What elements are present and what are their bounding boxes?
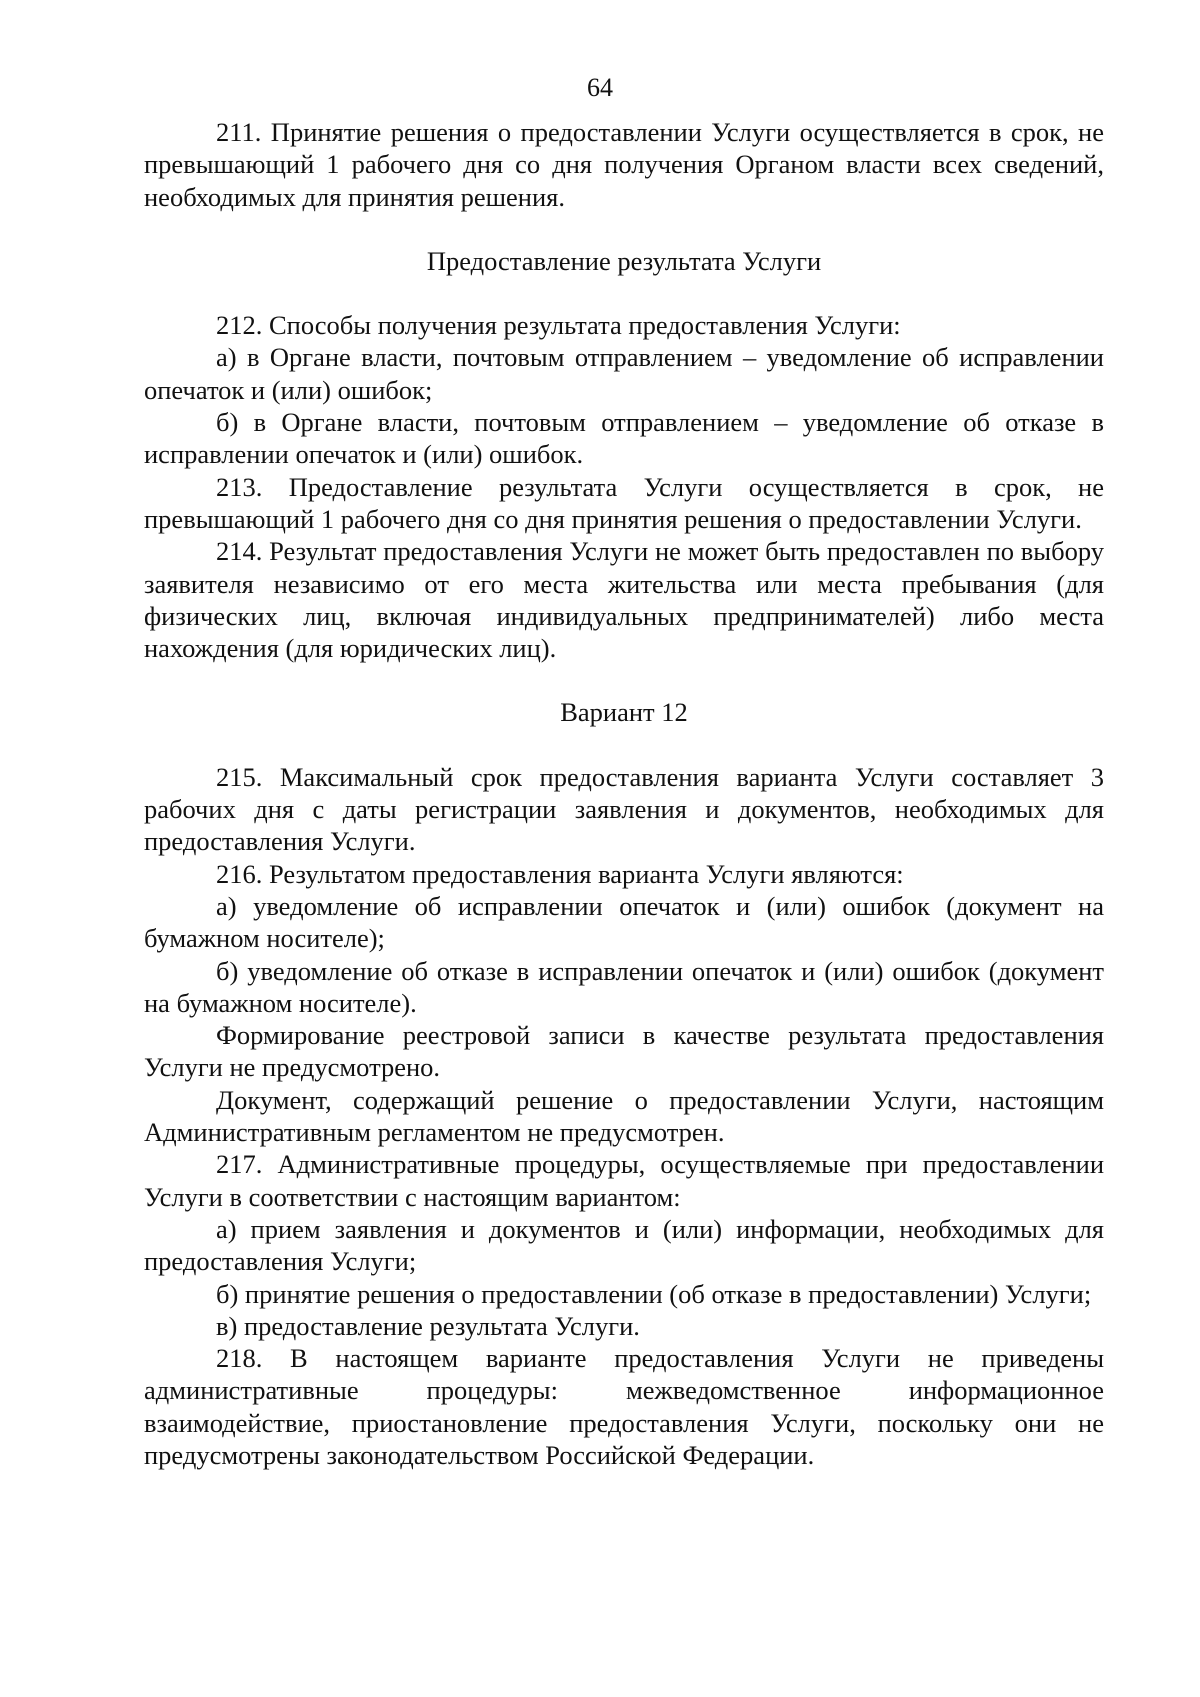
paragraph-216-b: б) уведомление об отказе в исправлении опечаток и (или) ошибок (документ на бумажном носителе). [144,955,1104,1018]
paragraph-218: 218. В настоящем варианте предоставления Услуги не приведены административные процедуры: межведомственное информационное взаимодействие, приостановление предоставления Услуги, поскольку они не предусмотрены законодательством Российской Федерации. [144,1343,1104,1470]
paragraph-213: 213. Предоставление результата Услуги осуществляется в срок, не превышающий 1 рабочего дня со дня принятия решения о предоставлении Услуги. [144,471,1104,534]
paragraph-216-a: а) уведомление об исправлении опечаток и (или) ошибок (документ на бумажном носителе); [144,890,1104,954]
page-number: 64 [587,73,613,102]
paragraph-212: 212. Способы получения результата предоставления Услуги: [216,310,901,341]
paragraph-214: 214. Результат предоставления Услуги не может быть предоставлен по выбору заявителя независимо от его места жительства или места пребывания (для физических лиц, включая индивидуальных предпринимателей) либо места нахождения (для юридических лиц). [144,536,1104,664]
paragraph-215: 215. Максимальный срок предоставления варианта Услуги составляет 3 рабочих дня с даты регистрации заявления и документов, необходимых для предоставления Услуги. [144,761,1104,857]
section-heading-variant-12: Вариант 12 [560,697,688,728]
paragraph-217-a: а) прием заявления и документов и (или) информации, необходимых для предоставления Услуги; [144,1213,1104,1277]
paragraph-211: 211. Принятие решения о предоставлении Услуги осуществляется в срок, не превышающий 1 рабочего дня со дня получения Органом власти всех сведений, необходимых для принятия решения. [144,117,1104,212]
paragraph-217: 217. Административные процедуры, осуществляемые при предоставлении Услуги в соответствии с настоящим вариантом: [144,1149,1104,1212]
paragraph-217-v: в) предоставление результата Услуги. [216,1310,640,1341]
paragraph-217-b: б) принятие решения о предоставлении (об отказе в предоставлении) Услуги; [216,1278,1092,1309]
section-heading-result: Предоставление результата Услуги [426,245,822,276]
paragraph-212-b: б) в Органе власти, почтовым отправлением – уведомление об отказе в исправлении опечаток и (или) ошибок. [144,407,1104,470]
paragraph-decision-document: Документ, содержащий решение о предоставлении Услуги, настоящим Административным регламентом не предусмотрен. [144,1084,1104,1148]
paragraph-212-a: а) в Органе власти, почтовым отправлением – уведомление об исправлении опечаток и (или) ошибок; [144,342,1104,405]
paragraph-216: 216. Результатом предоставления варианта Услуги являются: [216,858,904,889]
paragraph-registry-record: Формирование реестровой записи в качестве результата предоставления Услуги не предусмотрено. [144,1020,1104,1083]
document-body [144,116,1104,1471]
